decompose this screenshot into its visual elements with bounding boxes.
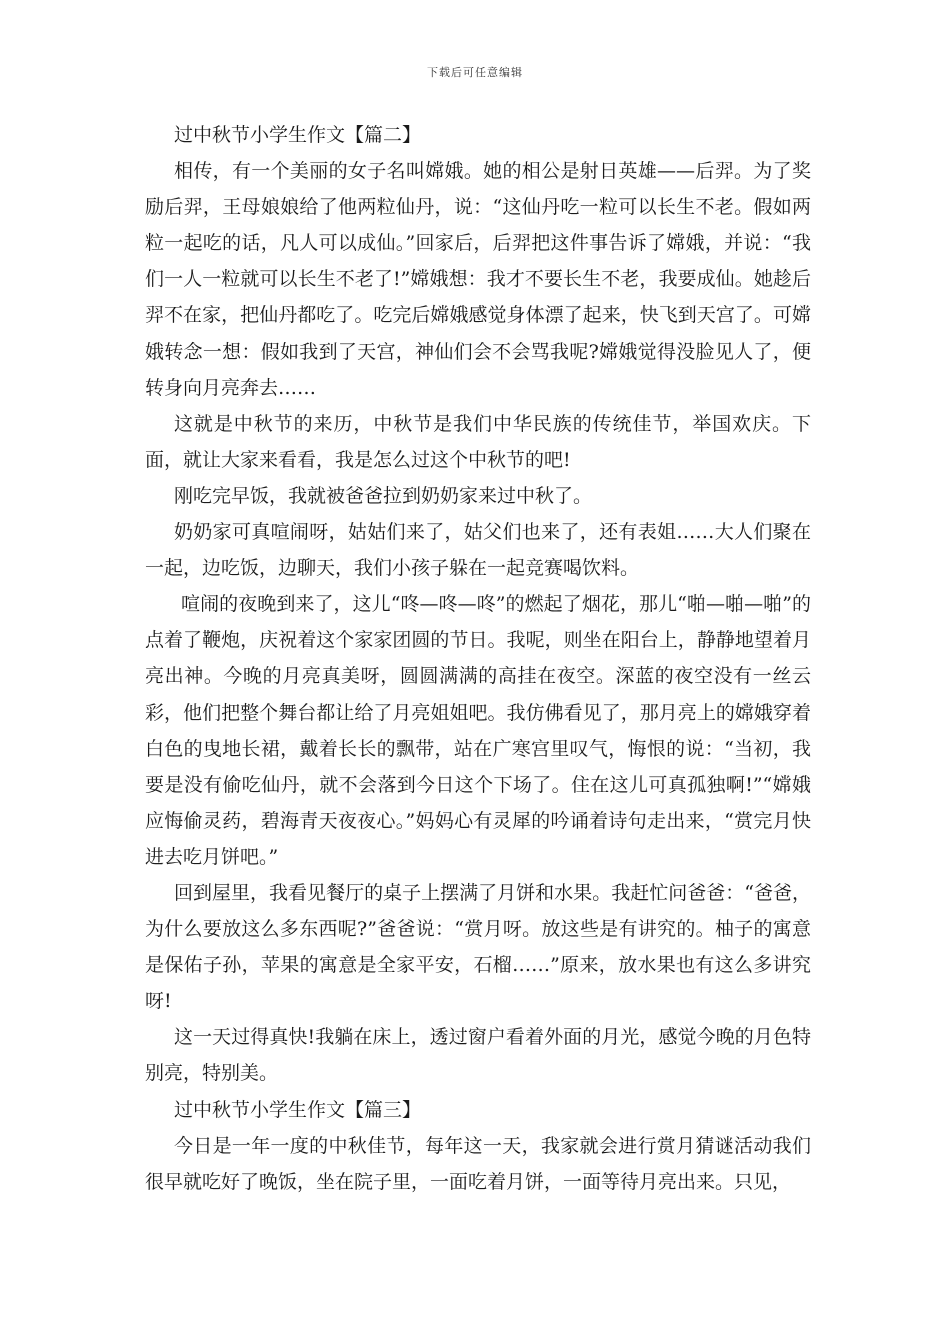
paragraph: 相传，有一个美丽的女子名叫嫦娥。她的相公是射日英雄——后羿。为了奖励后羿，王母娘娘给了他两粒仙丹，说：“这仙丹吃一粒可以长生不老。假如两粒一起吃的话，凡人可以成仙。”回家后，后羿把这件事告诉了嫦娥，并说：“我们一人一粒就可以长生不老了!”嫦娥想：我才不要长生不老，我要成仙。她趁后羿不在家，把仙丹都吃了。吃完后嫦娥感觉身体漂了起来，快飞到天宫了。可嫦娥转念一想：假如我到了天宫，神仙们会不会骂我呢?嫦娥觉得没脸见人了，便转身向月亮奔去…… [145, 160, 811, 399]
paragraph: 今日是一年一度的中秋佳节，每年这一天，我家就会进行赏月猜谜活动我们很早就吃好了晚饭，坐在院子里，一面吃着月饼，一面等待月亮出来。只见， [145, 1134, 811, 1193]
paragraph: 回到屋里，我看见餐厅的桌子上摆满了月饼和水果。我赶忙问爸爸：“爸爸，为什么要放这么多东西呢?”爸爸说：“赏月呀。放这些是有讲究的。柚子的寓意是保佑子孙，苹果的寓意是全家平安，石榴……”原来，放水果也有这么多讲究呀! [145, 881, 811, 1013]
paragraph: 这就是中秋节的来历，中秋节是我们中华民族的传统佳节，举国欢庆。下面，就让大家来看看，我是怎么过这个中秋节的吧! [145, 412, 811, 471]
essay-heading: 过中秋节小学生作文【篇三】 [174, 1098, 422, 1121]
page-header: 下载后可任意编辑 [427, 66, 523, 79]
paragraph: 奶奶家可真喧闹呀，姑姑们来了，姑父们也来了，还有表姐……大人们聚在一起，边吃饭，边聊天，我们小孩子躲在一起竞赛喝饮料。 [145, 521, 811, 580]
paragraph: 刚吃完早饭，我就被爸爸拉到奶奶家来过中秋了。 [174, 484, 593, 507]
paragraph: 喧闹的夜晚到来了，这儿“咚—咚—咚”的燃起了烟花，那儿“啪—啪—啪”的点着了鞭炮，庆祝着这个家家团圆的节日。我呢，则坐在阳台上，静静地望着月亮出神。今晚的月亮真美呀，圆圆满满的高挂在夜空。深蓝的夜空没有一丝云彩，他们把整个舞台都让给了月亮姐姐吧。我仿佛看见了，那月亮上的嫦娥穿着白色的曳地长裙，戴着长长的飘带，站在广寒宫里叹气，悔恨的说：“当初，我要是没有偷吃仙丹，就不会落到今日这个下场了。住在这儿可真孤独啊!”“嫦娥应悔偷灵药，碧海青天夜夜心。”妈妈心有灵犀的吟诵着诗句走出来，“赏完月快进去吃月饼吧。” [145, 593, 811, 868]
document-body [145, 117, 811, 1200]
paragraph: 这一天过得真快!我躺在床上，透过窗户看着外面的月光，感觉今晚的月色特别亮，特别美。 [145, 1026, 811, 1085]
essay-heading: 过中秋节小学生作文【篇二】 [174, 124, 422, 146]
